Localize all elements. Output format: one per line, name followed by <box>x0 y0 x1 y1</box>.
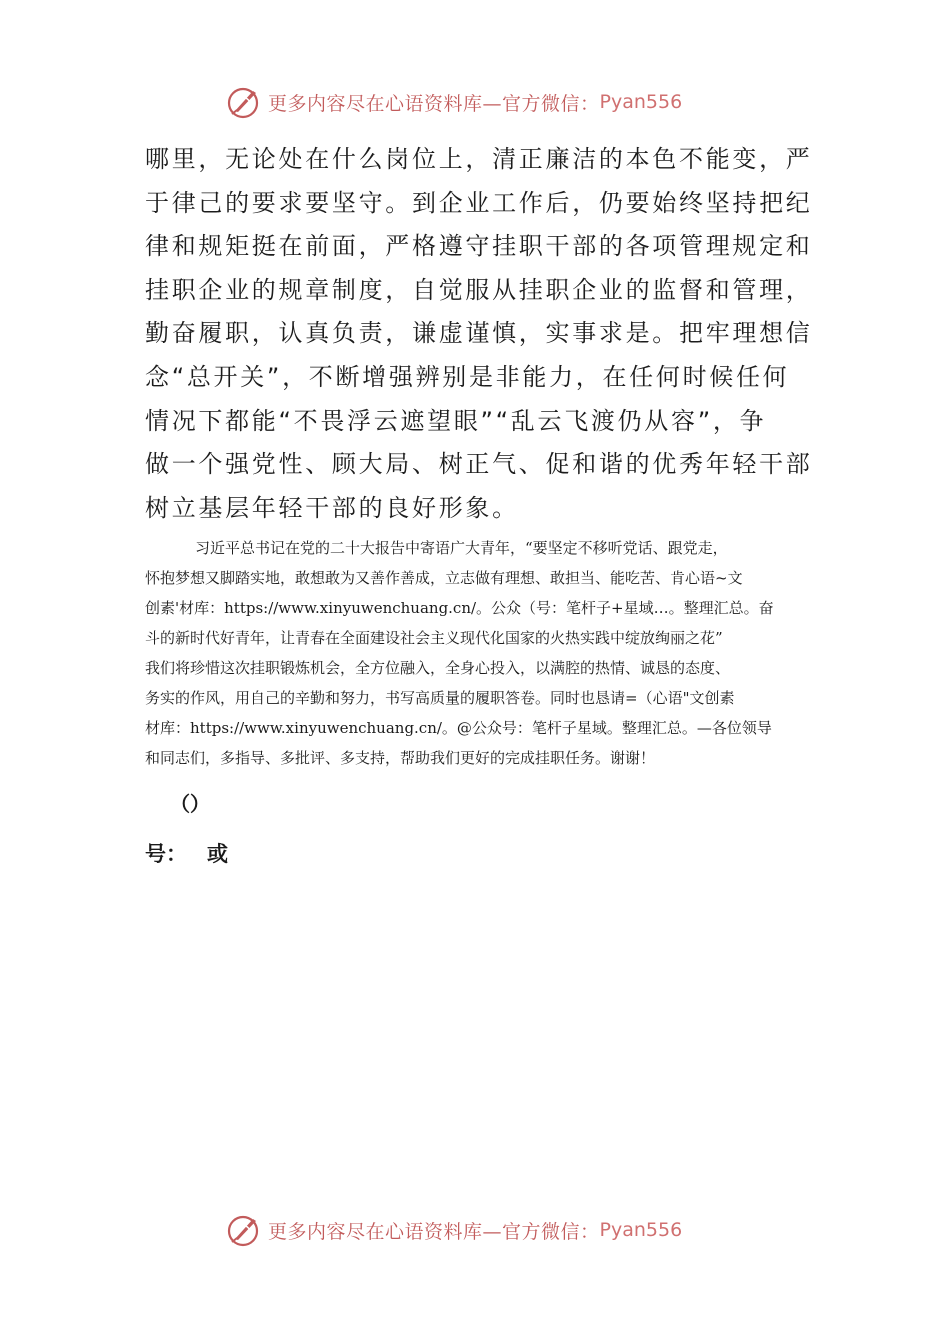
main-line: 哪里，无论处在什么岗位上，清正廉洁的本色不能变，严 <box>145 145 813 173</box>
closing-line: 习近平总书记在党的二十大报告中寄语广大青年，“要坚定不移听党话、跟党走， <box>195 539 728 557</box>
main-line: 挂职企业的规章制度，自觉服从挂职企业的监督和管理， <box>145 275 813 304</box>
hao-label: 号： <box>145 842 187 866</box>
main-line: 于律己的要求要坚守。到企业工作后，仍要始终坚持把纪 <box>145 188 813 217</box>
closing-line: 斗的新时代好青年，让青春在全面建设社会主义现代化国家的火热实践中绽放绚丽之花” <box>145 629 723 647</box>
quill-logo-icon <box>226 1212 262 1248</box>
main-line: 做一个强党性、顾大局、树正气、促和谐的优秀年轻干部 <box>145 450 813 479</box>
banner-text: 更多内容尽在心语资料库—官方微信： <box>268 1220 600 1243</box>
banner-wechat-id: Pyan556 <box>599 91 683 113</box>
quill-logo-icon <box>226 84 262 120</box>
main-line: 勤奋履职，认真负责，谦虚谨慎，实事求是。把牢理想信 <box>145 319 813 348</box>
closing-line: 我们将珍惜这次挂职锻炼机会，全方位融入，全身心投入，以满腔的热情、诚恳的态度、 <box>145 659 731 677</box>
main-line: 念“总开关”，不断增强辨别是非能力，在任何时候任何 <box>145 362 790 391</box>
banner-wechat-id: Pyan556 <box>599 1219 683 1241</box>
main-line: 情况下都能“不畏浮云遮望眼”“乱云飞渡仍从容”，争 <box>145 406 767 435</box>
main-line: 律和规矩挺在前面，严格遵守挂职干部的各项管理规定和 <box>145 232 813 261</box>
huo-label: 或 <box>207 842 228 866</box>
closing-line: 务实的作风，用自己的辛勤和努力，书写高质量的履职答卷。同时也恳请=（心语"文创素 <box>145 689 735 707</box>
empty-parentheses: （） <box>170 792 210 816</box>
footer-banner <box>226 1210 746 1250</box>
closing-line: 和同志们，多指导、多批评、多支持，帮助我们更好的完成挂职任务。谢谢！ <box>145 749 656 767</box>
main-paragraph <box>145 138 813 530</box>
header-banner <box>226 82 746 122</box>
closing-line: 怀抱梦想又脚踏实地，敢想敢为又善作善成，立志做有理想、敢担当、能吃苦、肯心语~文 <box>145 569 743 587</box>
closing-line: 材库：https://www.xinyuwenchuang.cn/。@公众号：笔杆子星域。整理汇总。—各位领导 <box>145 719 772 737</box>
closing-line: 创素'材库：https://www.xinyuwenchuang.cn/。公众（号：笔杆子+星域…。整理汇总。奋 <box>145 599 774 617</box>
banner-text: 更多内容尽在心语资料库—官方微信： <box>268 92 600 115</box>
hao-line <box>145 838 228 868</box>
main-line: 树立基层年轻干部的良好形象。 <box>145 493 519 522</box>
closing-paragraph <box>145 533 810 773</box>
